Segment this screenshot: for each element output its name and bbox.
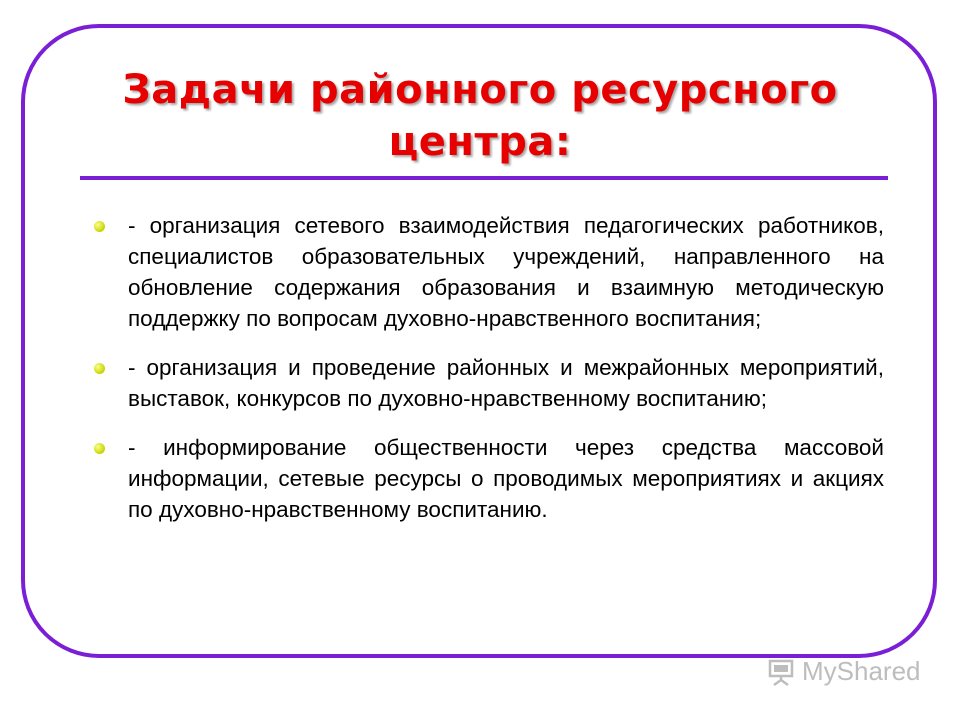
bullet-text: - организация сетевого взаимодействия педагогических работников, специалистов образовательных учреждений, направленного на обновление содержания образования и взаимную методическую поддержку по вопросам духовно-нравственного воспитания; bbox=[128, 213, 884, 331]
presentation-board-icon bbox=[766, 657, 796, 687]
watermark-text: MyShared bbox=[802, 656, 921, 686]
list-item bbox=[84, 432, 884, 525]
bullet-dot-icon bbox=[94, 363, 105, 374]
watermark bbox=[766, 656, 921, 687]
bullet-dot-icon bbox=[94, 221, 105, 232]
slide-title: Задачи районного ресурсного центра: bbox=[122, 67, 838, 165]
list-item bbox=[84, 352, 884, 414]
title-divider bbox=[80, 176, 888, 180]
list-item bbox=[84, 210, 884, 334]
bullet-text: - организация и проведение районных и межрайонных мероприятий, выставок, конкурсов по духовно-нравственному воспитанию; bbox=[128, 355, 884, 411]
bullet-text: - информирование общественности через средства массовой информации, сетевые ресурсы о проводимых мероприятиях и акциях по духовно-нравственному воспитанию. bbox=[128, 435, 884, 522]
bullet-list bbox=[84, 210, 884, 543]
bullet-dot-icon bbox=[94, 443, 105, 454]
